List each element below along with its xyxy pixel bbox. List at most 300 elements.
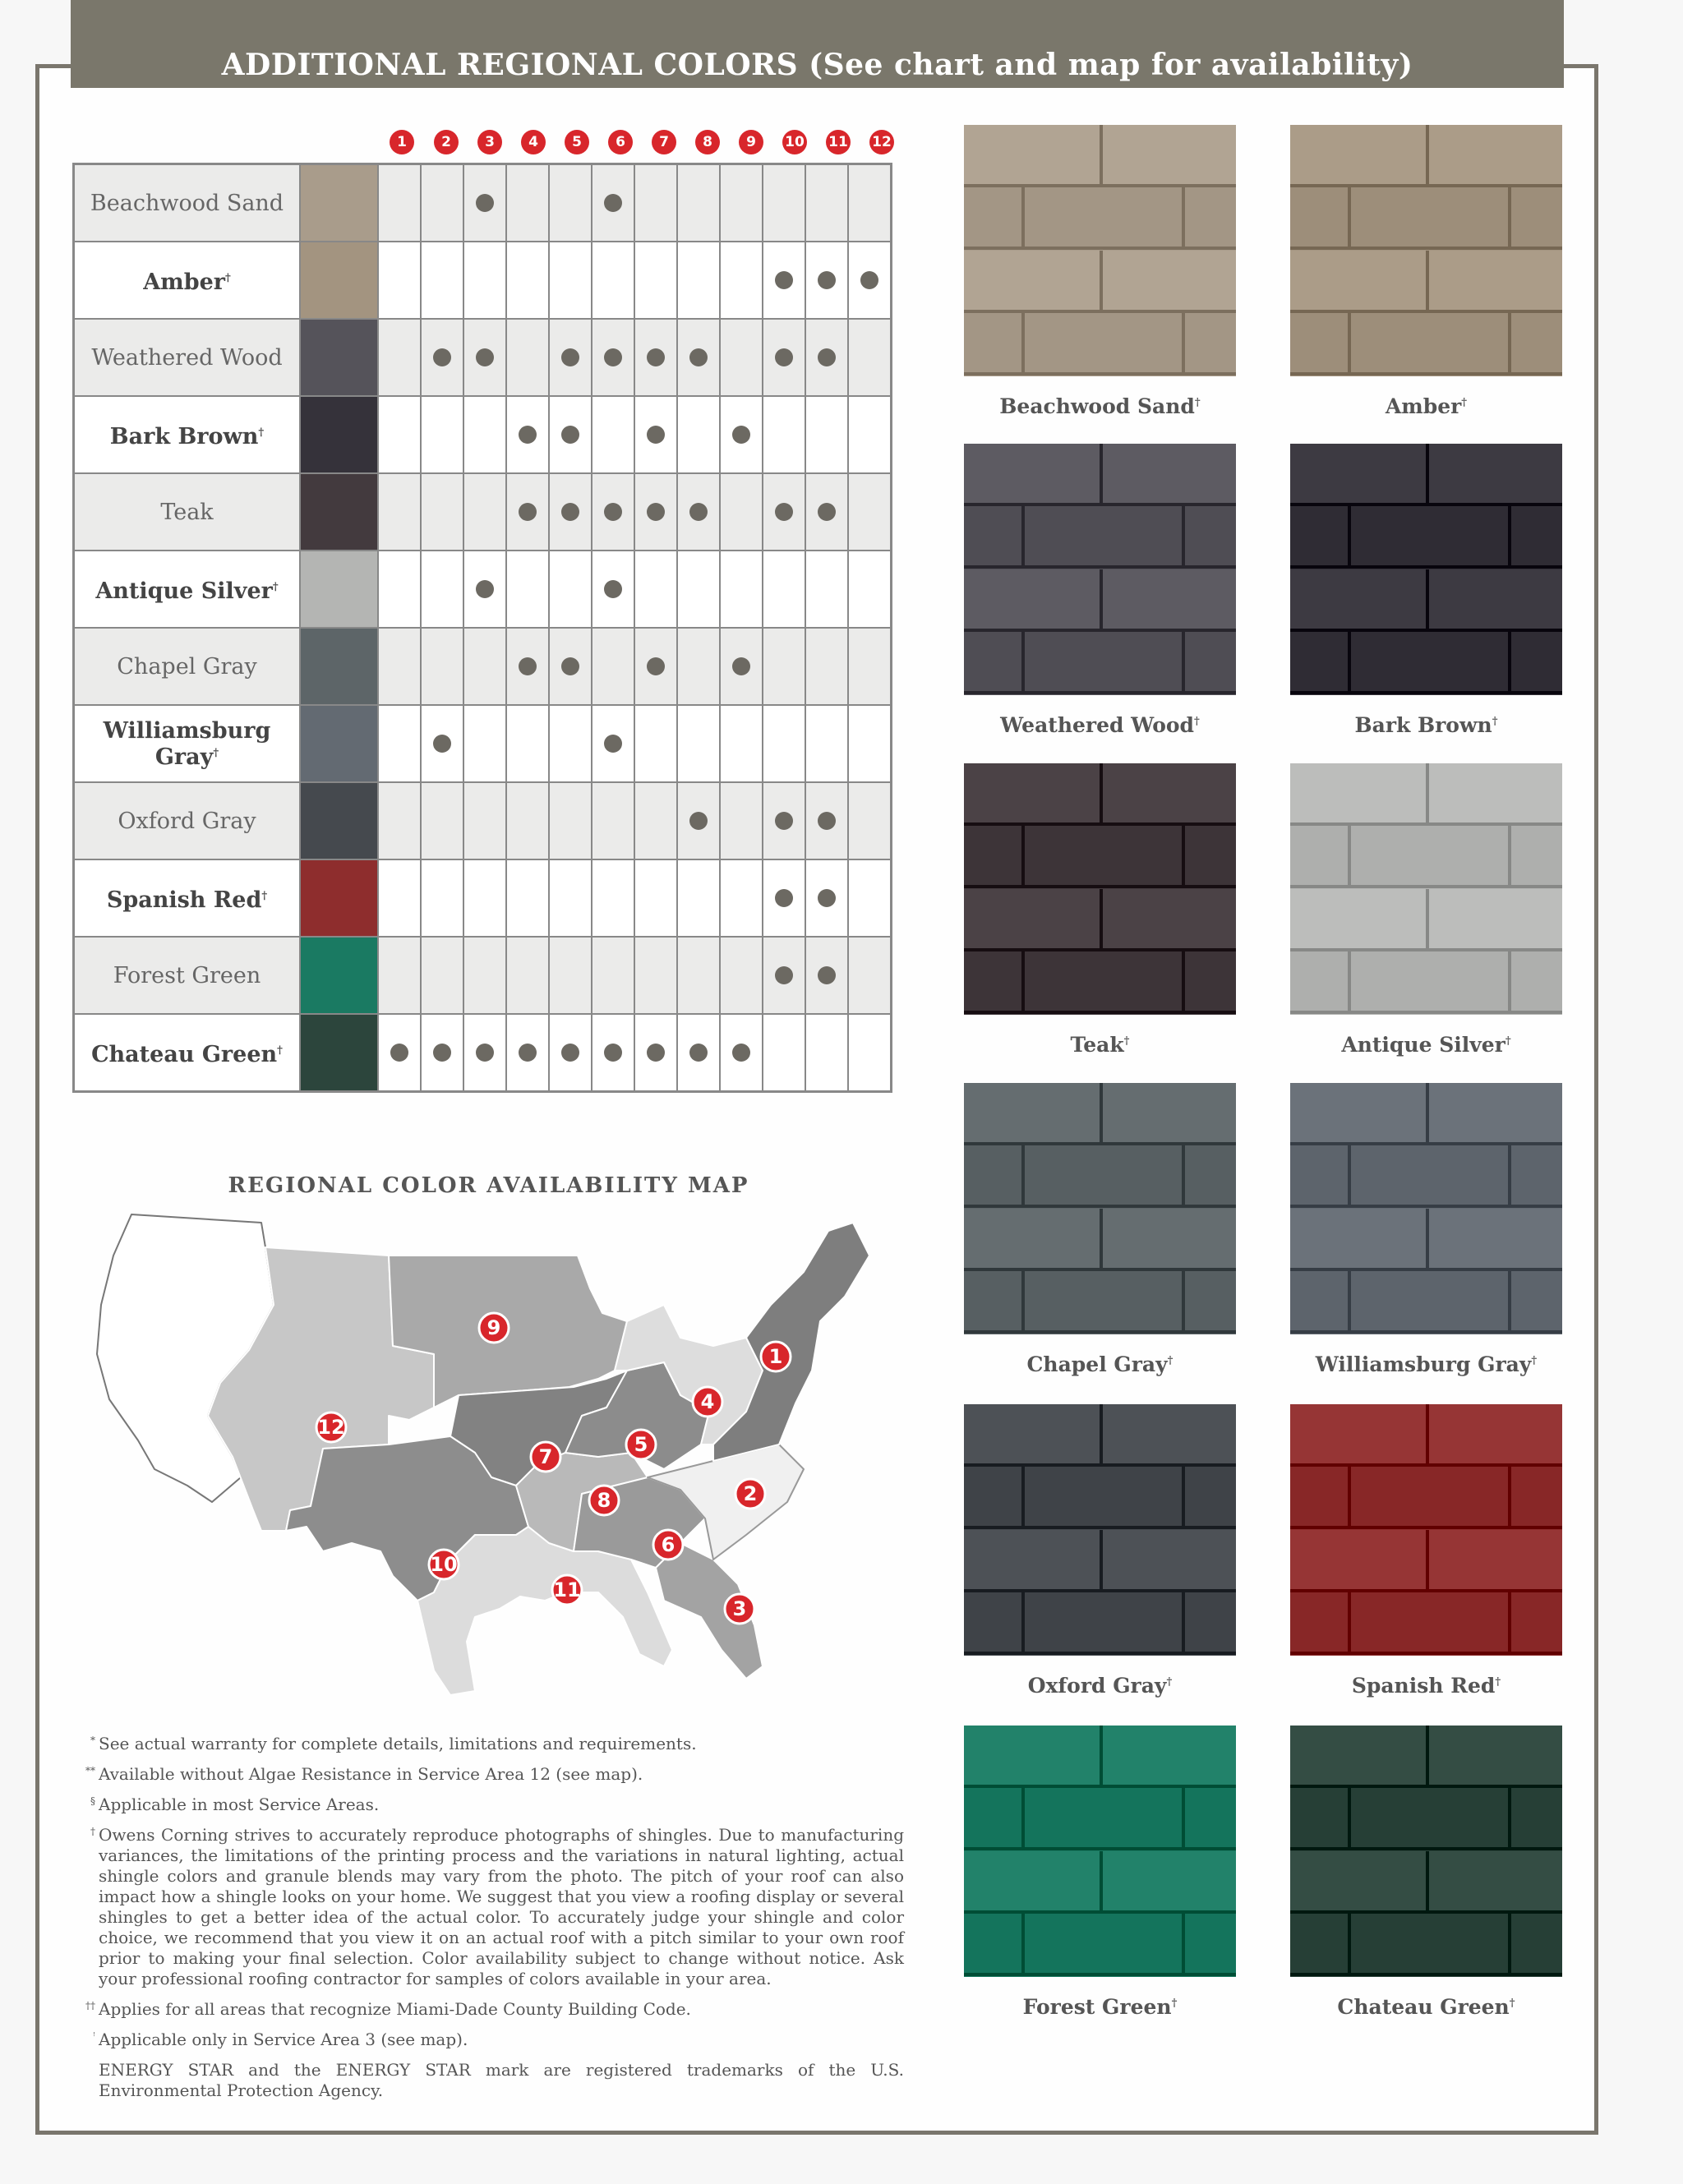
color-swatch-thumb [300,937,378,1014]
color-swatch-thumb [300,782,378,859]
availability-cell [506,242,549,319]
svg-text:10: 10 [430,1553,458,1576]
availability-cell [549,551,592,628]
footnote-mark: ** [85,1765,95,1776]
shingle-swatch-image [1290,1083,1562,1334]
color-name: Teak [74,473,301,551]
availability-dot [519,657,537,675]
shingle-swatch-image [1290,763,1562,1015]
availability-cell [378,705,421,782]
availability-cell [463,396,506,473]
availability-cell [549,628,592,705]
availability-cell [463,937,506,1014]
availability-cell [805,782,848,859]
availability-cell [506,705,549,782]
footnote-mark: † [258,426,265,439]
availability-cell [763,164,805,242]
availability-cell [634,164,677,242]
availability-cell [805,937,848,1014]
footnote-text: Owens Corning strives to accurately reproduce photographs of shingles. Due to manufacturing variances, the limitations of the printing process and the variations in natural lighting, actual shingle colors and granule blends may vary from the photo. The pitch of your roof can also impact how a shingle looks on your home. We suggest that you view a roofing display or several shingles to get a better idea of the actual color. To accurately judge your shingle and color choice, we recommend that you view it on an actual roof with a pitch similar to your own roof prior to making your final selection. Color availability subject to change without notice. Ask your professional roofing contractor for samples of colors available in your area. [99,1825,904,1988]
chart-row [74,473,892,551]
color-name: Oxford Gray [74,782,301,859]
availability-cell [463,628,506,705]
availability-cell [506,473,549,551]
color-swatch-thumb [300,473,378,551]
availability-cell [805,473,848,551]
map-badge-8 [589,1486,619,1515]
footnote [82,2060,904,2101]
swatch-label: Bark Brown† [1354,713,1498,737]
footnote [82,1795,904,1815]
color-name: Beachwood Sand [74,164,301,242]
availability-cell [720,1014,763,1092]
availability-cell [506,396,549,473]
availability-dot [561,503,579,521]
availability-cell [506,782,549,859]
swatch-label: Forest Green† [1022,1995,1178,2019]
color-name: Spanish Red† [74,859,301,937]
footnote-text: Applicable in most Service Areas. [99,1795,380,1814]
availability-cell [848,164,892,242]
availability-cell [421,473,463,551]
chart-row [74,551,892,628]
swatch-label: Beachwood Sand† [999,394,1201,418]
availability-dot [775,966,793,984]
availability-cell [421,319,463,396]
availability-dot [519,503,537,521]
availability-cell [463,242,506,319]
map-badge-1 [761,1342,791,1371]
swatch-label: Oxford Gray† [1027,1674,1173,1698]
availability-dot [476,348,494,366]
footnote-mark: † [272,581,279,593]
availability-cell [720,473,763,551]
availability-dot [390,1044,408,1062]
availability-cell [763,242,805,319]
availability-cell [805,551,848,628]
footnote-mark: † [261,890,268,902]
color-swatch-thumb [300,242,378,319]
shingle-swatch-image [1290,1404,1562,1656]
shingle-swatch-image [964,1083,1236,1334]
availability-dot [561,657,579,675]
footnote-text: Applicable only in Service Area 3 (see map). [99,2030,468,2049]
shingle-swatch-image [1290,444,1562,695]
color-name: Weathered Wood [74,319,301,396]
shingle-swatch-image [964,763,1236,1015]
availability-cell [634,782,677,859]
footnote-text: Available without Algae Resistance in Service Area 12 (see map). [99,1764,643,1784]
availability-cell [805,242,848,319]
availability-cell [634,628,677,705]
availability-dot [818,966,836,984]
swatch-card [1290,1726,1562,2019]
availability-cell [763,319,805,396]
column-number-4: 4 [521,130,546,154]
swatch-card [1290,125,1562,418]
availability-cell [421,628,463,705]
map-badge-10 [429,1550,459,1579]
availability-dot [689,503,708,521]
swatch-label: Teak† [1070,1033,1130,1057]
shingle-swatch-image [1290,125,1562,376]
availability-dot [433,1044,451,1062]
swatch-card [964,444,1236,737]
availability-cell [677,319,720,396]
availability-cell [720,937,763,1014]
footnote [82,2030,904,2050]
footnote-text: ENERGY STAR and the ENERGY STAR mark are registered trademarks of the U.S. Environmental Protection Agency. [99,2060,904,2100]
availability-cell [720,396,763,473]
availability-cell [378,1014,421,1092]
availability-cell [592,473,634,551]
availability-dot [519,1044,537,1062]
availability-dot [689,812,708,830]
column-number-5: 5 [565,130,589,154]
map-badge-3 [725,1594,754,1624]
color-swatch-thumb [300,1014,378,1092]
availability-cell [805,859,848,937]
svg-text:11: 11 [553,1578,581,1601]
availability-cell [592,242,634,319]
availability-dot [604,580,622,598]
availability-dot [775,889,793,907]
color-name: Amber† [74,242,301,319]
chart-row [74,242,892,319]
availability-cell [592,628,634,705]
svg-text:12: 12 [317,1416,345,1439]
color-name: Chateau Green† [74,1014,301,1092]
availability-dot [732,426,750,444]
swatch-card [964,1726,1236,2019]
availability-cell [506,1014,549,1092]
svg-text:4: 4 [700,1390,715,1413]
availability-cell [805,164,848,242]
svg-text:6: 6 [661,1533,676,1556]
availability-dot [732,657,750,675]
availability-cell [720,551,763,628]
map-badge-9 [479,1313,509,1343]
availability-cell [378,628,421,705]
availability-cell [848,782,892,859]
availability-cell [634,396,677,473]
color-swatch-thumb [300,164,378,242]
column-number-10: 10 [782,130,807,154]
availability-cell [720,782,763,859]
availability-dot [647,657,665,675]
column-number-7: 7 [652,130,676,154]
swatch-label: Chapel Gray† [1026,1352,1173,1376]
availability-cell [677,164,720,242]
availability-dot [561,426,579,444]
availability-dot [604,503,622,521]
availability-cell [848,937,892,1014]
footnote-mark: † [277,1044,283,1057]
availability-dot [519,426,537,444]
availability-dot [775,348,793,366]
swatch-card [1290,1404,1562,1698]
availability-cell [763,782,805,859]
availability-cell [421,705,463,782]
swatch-card [964,1083,1236,1376]
shingle-swatch-image [964,1404,1236,1656]
column-number-11: 11 [826,130,851,154]
availability-cell [848,628,892,705]
availability-cell [720,242,763,319]
availability-dot [604,735,622,753]
availability-cell [805,396,848,473]
availability-cell [421,164,463,242]
availability-cell [677,1014,720,1092]
shingle-swatch-image [964,125,1236,376]
svg-text:1: 1 [768,1345,783,1368]
availability-cell [549,705,592,782]
footnote-mark: †† [85,2000,95,2011]
availability-cell [549,319,592,396]
svg-text:8: 8 [597,1489,611,1512]
availability-cell [720,628,763,705]
availability-cell [634,319,677,396]
availability-dot [604,1044,622,1062]
availability-dot [647,1044,665,1062]
availability-cell [463,1014,506,1092]
chart-row [74,319,892,396]
availability-cell [378,396,421,473]
availability-cell [592,705,634,782]
svg-text:3: 3 [732,1597,747,1620]
availability-cell [720,859,763,937]
footnote [82,1999,904,2020]
availability-dot [775,812,793,830]
column-number-8: 8 [695,130,720,154]
availability-cell [805,628,848,705]
availability-cell [763,1014,805,1092]
availability-cell [378,937,421,1014]
availability-cell [677,551,720,628]
availability-cell [506,628,549,705]
color-swatch-thumb [300,628,378,705]
availability-dot [775,503,793,521]
map-badge-6 [653,1530,683,1560]
swatch-label: Antique Silver† [1341,1033,1511,1057]
availability-cell [677,473,720,551]
availability-cell [421,937,463,1014]
availability-cell [549,473,592,551]
availability-cell [549,242,592,319]
availability-dot [647,348,665,366]
footnote-text: See actual warranty for complete details, limitations and requirements. [99,1734,697,1753]
chart-row [74,859,892,937]
column-number-9: 9 [739,130,763,154]
availability-cell [378,551,421,628]
footnote-mark: † [90,1826,95,1837]
chart-row [74,396,892,473]
svg-text:7: 7 [538,1445,553,1468]
availability-cell [677,242,720,319]
availability-dot [689,348,708,366]
availability-cell [592,319,634,396]
availability-cell [421,242,463,319]
availability-cell [634,705,677,782]
availability-dot [476,580,494,598]
footnote-mark: † [225,272,231,284]
availability-cell [677,859,720,937]
availability-cell [378,473,421,551]
availability-cell [848,473,892,551]
availability-dot [689,1044,708,1062]
availability-cell [805,1014,848,1092]
map-title: REGIONAL COLOR AVAILABILITY MAP [228,1173,749,1198]
availability-cell [763,937,805,1014]
color-name: Williamsburg Gray† [74,705,301,782]
availability-cell [592,396,634,473]
availability-cell [763,705,805,782]
availability-cell [506,937,549,1014]
color-name: Bark Brown† [74,396,301,473]
availability-cell [677,705,720,782]
column-number-3: 3 [477,130,502,154]
shingle-swatch-image [1290,1726,1562,1977]
color-swatch-thumb [300,705,378,782]
availability-cell [463,859,506,937]
availability-cell [506,551,549,628]
availability-cell [592,164,634,242]
footnote-mark: † [213,746,219,759]
availability-cell [848,1014,892,1092]
chart-row [74,1014,892,1092]
color-name: Antique Silver† [74,551,301,628]
regional-availability-map [89,1206,878,1707]
availability-cell [677,782,720,859]
availability-cell [421,396,463,473]
availability-cell [506,859,549,937]
availability-dot [604,348,622,366]
availability-cell [634,551,677,628]
availability-cell [463,705,506,782]
availability-cell [421,782,463,859]
swatch-card [1290,1083,1562,1376]
availability-cell [763,473,805,551]
availability-cell [506,319,549,396]
map-badge-11 [552,1575,582,1605]
availability-dot [604,194,622,212]
availability-cell [463,164,506,242]
availability-cell [549,937,592,1014]
swatch-label: Spanish Red† [1351,1674,1501,1698]
availability-cell [634,473,677,551]
color-name: Chapel Gray [74,628,301,705]
availability-cell [463,551,506,628]
availability-cell [463,319,506,396]
chart-row [74,164,892,242]
availability-cell [506,164,549,242]
availability-cell [378,859,421,937]
availability-cell [421,859,463,937]
map-badge-12 [316,1412,346,1442]
availability-cell [763,859,805,937]
map-badge-7 [531,1442,560,1472]
availability-cell [592,937,634,1014]
footnotes [82,1734,904,2111]
availability-cell [549,164,592,242]
shingle-swatch-image [964,1726,1236,1977]
availability-dot [732,1044,750,1062]
color-name: Forest Green [74,937,301,1014]
availability-dot [561,1044,579,1062]
availability-dot [433,348,451,366]
availability-cell [848,859,892,937]
footnote [82,1825,904,1989]
availability-cell [677,628,720,705]
availability-cell [848,396,892,473]
swatch-card [1290,444,1562,737]
column-number-6: 6 [608,130,633,154]
map-badge-2 [735,1479,765,1509]
footnote-text: Applies for all areas that recognize Miami-Dade County Building Code. [99,1999,691,2019]
footnote-mark: * [90,1735,95,1746]
shingle-swatch-image [964,444,1236,695]
availability-cell [634,859,677,937]
color-swatch-thumb [300,859,378,937]
availability-dot [818,271,836,289]
color-swatch-thumb [300,551,378,628]
availability-cell [805,705,848,782]
availability-cell [848,551,892,628]
availability-dot [860,271,878,289]
color-swatch-thumb [300,319,378,396]
availability-dot [775,271,793,289]
availability-cell [763,396,805,473]
availability-cell [634,937,677,1014]
swatch-label: Weathered Wood† [1000,713,1200,737]
availability-cell [763,628,805,705]
availability-cell [848,319,892,396]
availability-dot [647,503,665,521]
column-number-2: 2 [434,130,459,154]
availability-dot [561,348,579,366]
svg-text:2: 2 [743,1482,758,1505]
availability-cell [720,705,763,782]
availability-dot [433,735,451,753]
availability-cell [378,164,421,242]
svg-text:9: 9 [486,1316,501,1339]
availability-cell [805,319,848,396]
footnote-mark: § [90,1795,95,1807]
availability-cell [634,242,677,319]
availability-cell [634,1014,677,1092]
footnote [82,1734,904,1754]
swatch-card [964,763,1236,1057]
availability-dot [818,812,836,830]
availability-dot [476,194,494,212]
availability-dot [818,889,836,907]
availability-dot [818,503,836,521]
swatch-card [964,125,1236,418]
availability-cell [763,551,805,628]
availability-cell [421,551,463,628]
page-title: ADDITIONAL REGIONAL COLORS (See chart and map for availability) [221,48,1413,82]
svg-text:5: 5 [634,1433,648,1456]
availability-cell [848,242,892,319]
availability-cell [720,319,763,396]
map-badge-5 [626,1430,656,1459]
map-badge-4 [693,1387,722,1417]
availability-cell [549,859,592,937]
availability-cell [463,782,506,859]
swatch-card [964,1404,1236,1698]
swatch-label: Williamsburg Gray† [1315,1352,1538,1376]
availability-dot [647,426,665,444]
